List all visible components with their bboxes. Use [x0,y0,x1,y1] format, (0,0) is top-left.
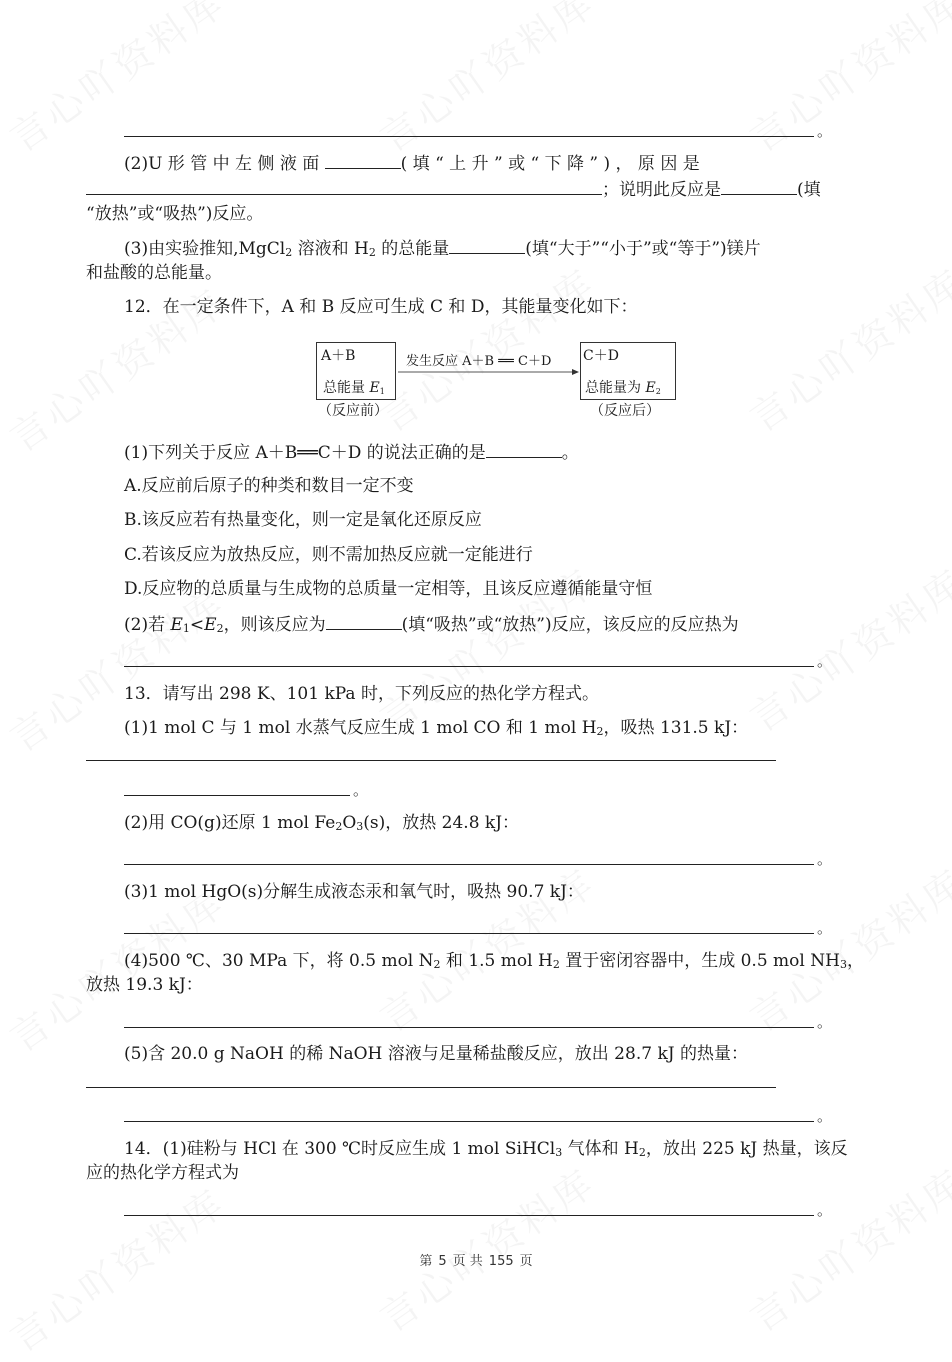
answer-blank[interactable] [449,237,525,254]
q14-part1-line1: 14．(1)硅粉与 HCl 在 300 ℃时反应生成 1 mol SiHCl$_3$ 气体和 $H_2$，放出 225 kJ 热量，该反 [124,1139,848,1159]
page-footer: 第 5 页 共 155 页 [419,1254,533,1269]
q12-stem: 12．在一定条件下，A 和 B 反应可生成 C 和 D，其能量变化如下： [124,297,638,317]
page-number: 5 [438,1254,447,1269]
q13-part5: (5)含 20.0 g NaOH 的稀 NaOH 溶液与足量稀盐酸反应，放出 28.7 kJ 的热量： [124,1044,748,1064]
q14-part1-line2: 应的热化学方程式为 [86,1163,239,1183]
products-box: C＋D 总能量为 $E_2$ [580,342,676,400]
answer-blank[interactable] [325,152,401,169]
answer-line[interactable] [86,760,776,761]
total-pages: 155 [488,1254,514,1269]
q11-part3-line2: 和盐酸的总能量。 [86,263,222,283]
watermark [0,0,235,162]
period: 。 [353,781,369,799]
option-d[interactable]: D.反应物的总质量与生成物的总质量一定相等，且该反应遵循能量守恒 [124,579,653,599]
q11-part2-line1: (2)U 形 管 中 左 侧 液 面 ( 填 “ 上 升 ” 或 “ 下 降 ” ) ， 原 因 是 [124,154,700,174]
period: 。 [817,122,833,140]
q11-part2-line3: “放热”或“吸热”)反应。 [86,204,264,224]
period: 。 [817,1013,833,1031]
period: 。 [817,1107,833,1125]
watermark [737,553,952,743]
period: 。 [817,1201,833,1219]
q11-part2-line2: ；说明此反应是 (填 [86,178,821,201]
answer-line[interactable] [86,1087,776,1088]
watermark [737,0,952,162]
q13-part3: (3)1 mol HgO(s)分解生成液态汞和氧气时，吸热 90.7 kJ： [124,882,584,902]
period: 。 [817,850,833,868]
period: 。 [817,652,833,670]
answer-blank[interactable] [721,178,797,195]
answer-line[interactable] [124,1215,814,1216]
q11-part3-line1: (3)由实验推知,MgCl$_2$ 溶液和 $H_2$ 的总能量 (填“大于”“小于”或“等于”)镁片 [124,239,761,259]
watermark [737,853,952,1043]
option-c[interactable]: C.若该反应为放热反应，则不需加热反应就一定能进行 [124,545,533,565]
option-a[interactable]: A.反应前后原子的种类和数目一定不变 [124,476,414,496]
q12-part2: (2)若 $E_1<E_2$，则该反应为 (填“吸热”或“放热”)反应，该反应的反应热为 [124,615,739,635]
watermark [367,253,605,443]
q13-part2: (2)用 CO(g)还原 1 mol $Fe_2O_3(s)$，放热 24.8 kJ： [124,813,520,833]
reactants-box: A＋B 总能量 $E_1$ [316,342,396,400]
answer-blank[interactable] [486,441,562,458]
before-reaction-caption: （反应前） [318,403,388,419]
after-reaction-caption: （反应后） [590,403,660,419]
watermark [367,0,605,162]
watermark [737,1153,952,1343]
q12-part1: (1)下列关于反应 A＋B══C＋D 的说法正确的是 。 [124,443,579,463]
answer-line[interactable] [124,1027,814,1028]
q13-stem: 13．请写出 298 K、101 kPa 时，下列反应的热化学方程式。 [124,684,599,704]
watermark [367,1153,605,1343]
answer-blank[interactable] [326,613,402,630]
answer-line[interactable] [124,795,350,796]
answer-line[interactable] [124,933,814,934]
answer-line[interactable] [124,864,814,865]
q13-part4-line2: 放热 19.3 kJ： [86,975,203,995]
answer-blank[interactable] [86,178,602,195]
period: 。 [817,919,833,937]
answer-line[interactable] [124,666,814,667]
arrow-icon [398,368,580,376]
q13-part1: (1)1 mol C 与 1 mol 水蒸气反应生成 1 mol CO 和 1 mol $H_2$，吸热 131.5 kJ： [124,718,749,738]
q13-part4-line1: (4)500 ℃、30 MPa 下，将 0.5 mol $N_2$ 和 1.5 mol $H_2$ 置于密闭容器中，生成 0.5 mol $NH_3$， [124,951,864,971]
option-b[interactable]: B.该反应若有热量变化，则一定是氧化还原反应 [124,510,482,530]
answer-line[interactable] [124,1121,814,1122]
watermark [737,253,952,443]
answer-line[interactable] [124,136,814,137]
arrow-label: 发生反应 A＋B ══ C＋D [406,354,552,369]
